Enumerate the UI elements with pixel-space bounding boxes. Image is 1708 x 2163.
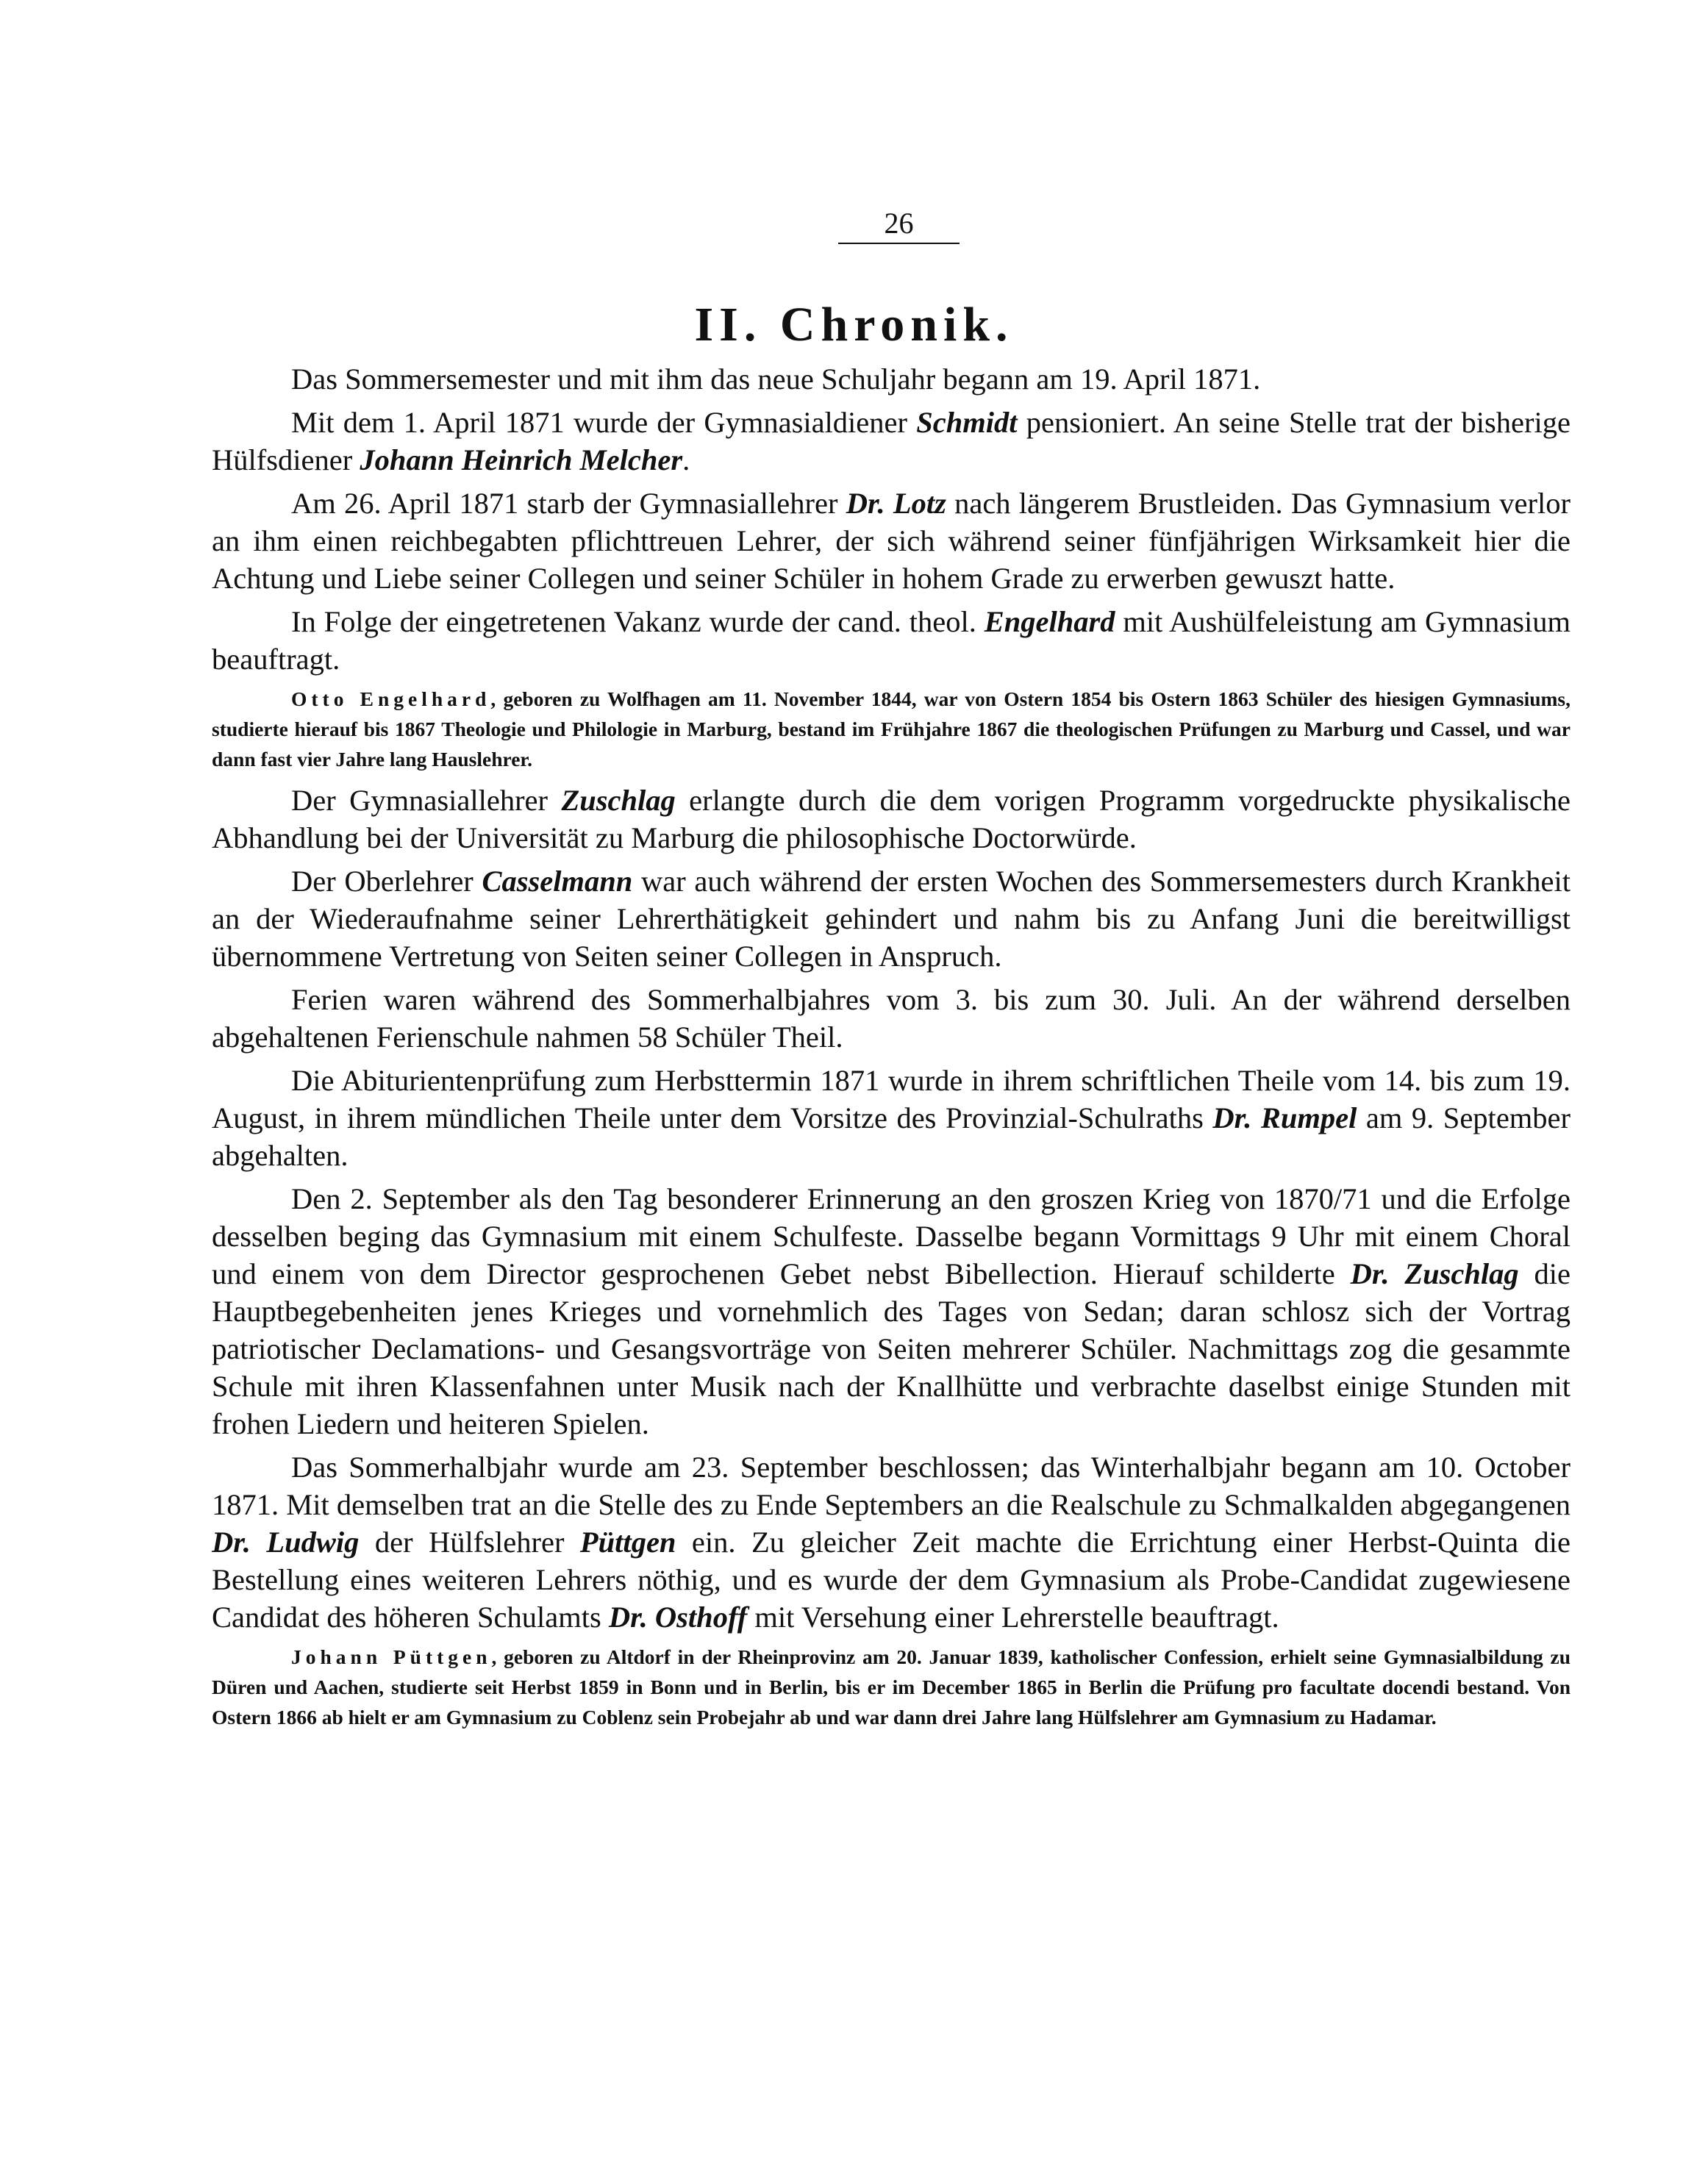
paragraph-8 bbox=[212, 1062, 1571, 1174]
paragraph-text: erlangte durch die dem vorigen Programm vorgedruckte physikalische Abhandlung bei der Universität zu Marburg die philosophische Doctorwürde. bbox=[212, 784, 1571, 854]
paragraph-text: war auch während der ersten Wochen des Sommersemesters durch Krankheit an der Wiederaufnahme seiner Lehrerthätigkeit gehindert und nahm bis zu Anfang Juni die bereitwilligst übernommene Vertretung von Seiten seiner Collegen in Anspruch. bbox=[212, 865, 1571, 973]
paragraph-text: der Hülfslehrer bbox=[359, 1526, 580, 1559]
paragraph-text: ein. Zu gleicher Zeit machte die Errichtung einer Herbst-Quinta die Bestellung eines weiteren Lehrers nöthig, und es wurde der dem Gymnasium als Probe-Candidat zugewiesene Candidat des höheren Schulamts bbox=[212, 1526, 1571, 1634]
paragraph-text: nach längerem Brustleiden. Das Gymnasium verlor an ihm einen reichbegabten pflichttreuen Lehrer, der sich während seiner fünfjährigen Wirksamkeit hier die Achtung und Liebe seiner Collegen und seiner Schüler in hohem Grade zu erwerben gewuszt hatte. bbox=[212, 487, 1571, 595]
paragraph-text: . bbox=[682, 443, 690, 476]
paragraph-text: Der Gymnasiallehrer bbox=[291, 784, 562, 817]
person-name: Engelhard bbox=[984, 605, 1115, 638]
section-title: II. Chronik. bbox=[694, 298, 1014, 351]
paragraph-4 bbox=[212, 603, 1571, 678]
body-text bbox=[212, 360, 1571, 1740]
paragraph-text: die Hauptbegebenheiten jenes Krieges und vornehmlich des Tages von Sedan; daran schlosz sich der Vortrag patriotischer Declamations- und Gesangsvorträge von Seiten mehrerer Schüler. Nachmittags zog die gesammte Schule mit ihren Klassenfahnen unter Musik nach der Knallhütte und verbrachte daselbst einige Stunden mit frohen Liedern und heiteren Spielen. bbox=[212, 1257, 1571, 1440]
person-name: Dr. Lotz bbox=[846, 487, 946, 520]
paragraph-text: mit Versehung einer Lehrerstelle beauftragt. bbox=[747, 1601, 1279, 1634]
paragraph-text: Die Abiturientenprüfung zum Herbsttermin 1871 wurde in ihrem schriftlichen Theile vom 14. bis zum 19. August, in ihrem mündlichen Theile unter dem Vorsitze des Provinzial-Schulraths bbox=[212, 1064, 1571, 1134]
paragraph-10 bbox=[212, 1448, 1571, 1636]
person-name: Dr. Osthoff bbox=[608, 1601, 748, 1634]
paragraph-text: Mit dem 1. April 1871 wurde der Gymnasialdiener bbox=[291, 406, 917, 439]
paragraph-text: Den 2. September als den Tag besonderer Erinnerung an den groszen Krieg von 1870/71 und die Erfolge desselben beging das Gymnasium mit einem Schulfeste. Dasselbe begann Vormittags 9 Uhr mit einem Choral und einem von dem Director gesprochenen Gebet nebst Bibellection. Hierauf schilderte bbox=[212, 1182, 1571, 1290]
note-text: , geboren zu Wolfhagen am 11. November 1844, war von Ostern 1854 bis Ostern 1863 Schüler des hiesigen Gymnasiums, studierte hierauf bis 1867 Theologie und Philologie in Marburg, bestand im Frühjahre 1867 die theologischen Prüfungen zu Marburg und Cassel, und war dann fast vier Jahre lang Hauslehrer. bbox=[212, 687, 1571, 771]
paragraph-5 bbox=[212, 782, 1571, 857]
person-name: Zuschlag bbox=[561, 784, 676, 817]
paragraph-text: mit Aushülfeleistung am Gymnasium beauftragt. bbox=[212, 605, 1571, 676]
note-person-name: Otto Engelhard bbox=[291, 687, 491, 710]
paragraph-text: pensioniert. An seine Stelle trat der bisherige Hülfsdiener bbox=[212, 406, 1571, 476]
paragraph-text: Am 26. April 1871 starb der Gymnasiallehrer bbox=[291, 487, 846, 520]
footnote-puettgen bbox=[212, 1642, 1571, 1732]
footnote-engelhard bbox=[212, 684, 1571, 774]
paragraph-text: In Folge der eingetretenen Vakanz wurde der cand. theol. bbox=[291, 605, 985, 638]
person-name: Schmidt bbox=[916, 406, 1018, 439]
paragraph-7: Ferien waren während des Sommerhalbjahres vom 3. bis zum 30. Juli. An der während derselben abgehaltenen Ferienschule nahmen 58 Schüler Theil. bbox=[212, 983, 1571, 1054]
person-name: Dr. Ludwig bbox=[212, 1526, 360, 1559]
person-name: Casselmann bbox=[482, 865, 633, 898]
paragraph-6 bbox=[212, 862, 1571, 975]
paragraph-text: Das Sommerhalbjahr wurde am 23. September beschlossen; das Winterhalbjahr begann am 10. October 1871. Mit demselben trat an die Stelle des zu Ende Septembers an die Realschule zu Schmalkalden abgegangenen bbox=[212, 1451, 1571, 1521]
paragraph-3 bbox=[212, 485, 1571, 597]
person-name: Dr. Rumpel bbox=[1212, 1101, 1357, 1134]
person-name: Johann Heinrich Melcher bbox=[360, 443, 683, 476]
page-number: 26 bbox=[838, 204, 960, 244]
person-name: Püttgen bbox=[579, 1526, 676, 1559]
paragraph-text: Der Oberlehrer bbox=[291, 865, 482, 898]
paragraph-text: am 9. September abgehalten. bbox=[212, 1101, 1571, 1172]
paragraph-2 bbox=[212, 404, 1571, 479]
paragraph-1: Das Sommersemester und mit ihm das neue Schuljahr begann am 19. April 1871. bbox=[291, 362, 1261, 396]
note-text: , geboren zu Altdorf in der Rheinprovinz am 20. Januar 1839, katholischer Confession, erhielt seine Gymnasialbildung zu Düren und Aachen, studierte seit Herbst 1859 in Bonn und in Berlin, bis er im December 1865 in Berlin die Prüfung pro facultate docendi bestand. Von Ostern 1866 ab hielt er am Gymnasium zu Coblenz sein Probejahr ab und war dann drei Jahre lang Hülfslehrer am Gymnasium zu Hadamar. bbox=[212, 1645, 1571, 1728]
person-name: Dr. Zuschlag bbox=[1350, 1257, 1519, 1290]
paragraph-9 bbox=[212, 1180, 1571, 1442]
note-person-name: Johann Püttgen bbox=[291, 1645, 492, 1668]
